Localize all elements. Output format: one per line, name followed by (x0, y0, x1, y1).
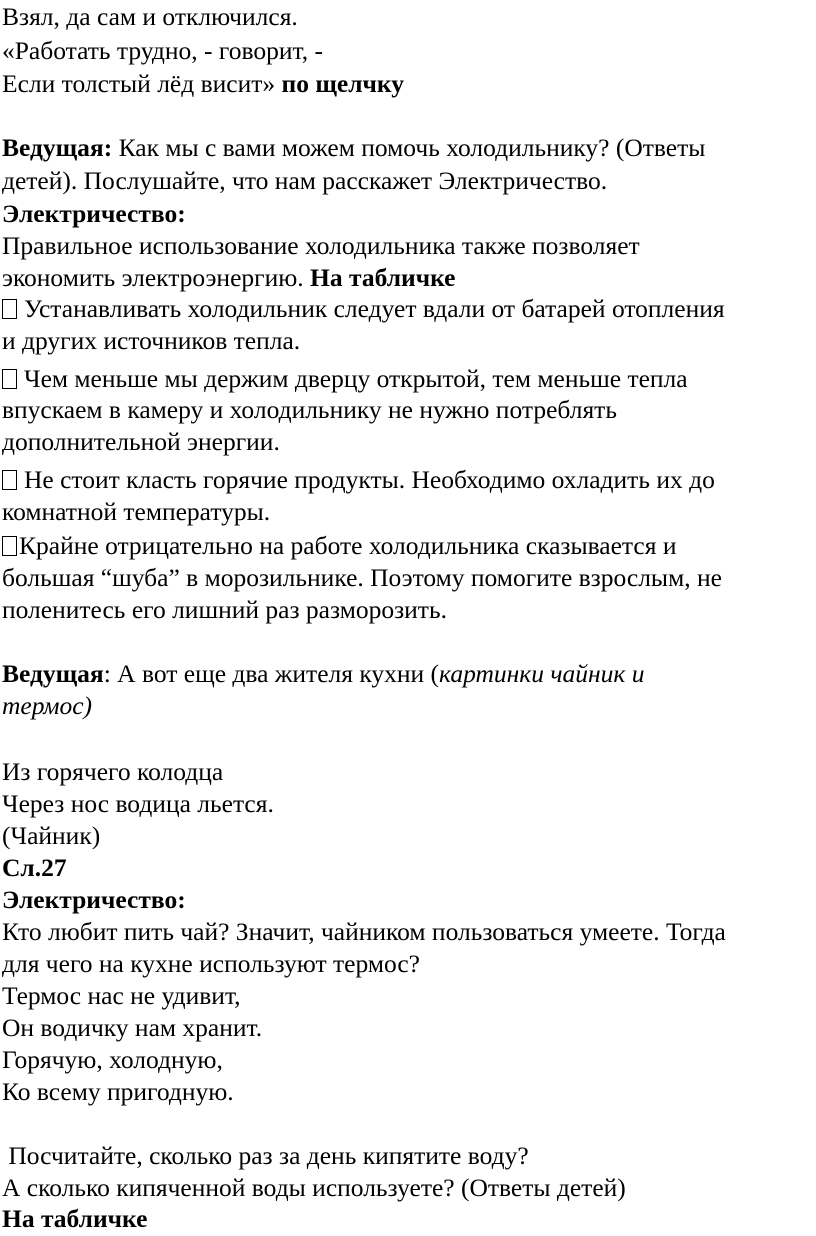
bullet-item-2-cont: впускаем в камеру и холодильнику не нужно потреблять (2, 395, 617, 424)
bullet-item-2: Чем меньше мы держим дверцу открытой, тем меньше тепла (2, 363, 688, 395)
paragraph-line: для чего на кухне используют термос? (2, 949, 420, 978)
riddle-line-2: Через нос водица льется. (2, 789, 274, 818)
stage-direction: На табличке (2, 1204, 148, 1233)
poem-line-1: Взял, да сам и отключился. (2, 2, 298, 31)
paragraph-line: экономить электроэнергию. На табличке (2, 263, 456, 292)
poem-line: Ко всему пригодную. (2, 1077, 234, 1106)
bullet-item-4-cont: поленитесь его лишний раз разморозить. (2, 595, 447, 624)
speaker-label: Ведущая (2, 659, 104, 688)
poem-line: Он водичку нам хранит. (2, 1013, 263, 1042)
stage-direction: по щелчку (281, 69, 404, 98)
riddle-line-1: Из горячего колодца (2, 757, 224, 786)
host-line: Ведущая: А вот еще два жителя кухни (картинки чайник и (2, 659, 645, 688)
paragraph-line: Кто любит пить чай? Значит, чайником пользоваться умеете. Тогда (2, 917, 726, 946)
poem-line-2: «Работать трудно, - говорит, - (2, 36, 323, 65)
bullet-item-4: Крайне отрицательно на работе холодильника сказывается и (2, 530, 676, 562)
stage-direction: На табличке (310, 263, 456, 292)
paragraph-line: Правильное использование холодильника также позволяет (2, 231, 640, 260)
bullet-square-icon (2, 536, 17, 556)
paragraph-line: детей). Послушайте, что нам расскажет Электричество. (2, 166, 608, 195)
bullet-item-2-cont: дополнительной энергии. (2, 427, 280, 456)
bullet-item-1-cont: и других источников тепла. (2, 326, 301, 355)
bullet-item-4-cont: большая “шуба” в морозильнике. Поэтому помогите взрослым, не (2, 563, 722, 592)
speaker-label: Ведущая: (2, 133, 113, 162)
bullet-square-icon (2, 299, 17, 319)
bullet-square-icon (2, 470, 17, 490)
speaker-label: Электричество: (2, 199, 186, 228)
poem-line: Горячую, холодную, (2, 1045, 223, 1074)
poem-line: Термос нас не удивит, (2, 981, 241, 1010)
paragraph-line: А сколько кипяченной воды используете? (Ответы детей) (2, 1173, 626, 1202)
host-line: Ведущая: Как мы с вами можем помочь холодильнику? (Ответы (2, 133, 706, 162)
riddle-answer: (Чайник) (2, 821, 101, 850)
poem-line-3: Если толстый лёд висит» по щелчку (2, 69, 404, 98)
paragraph-line: Посчитайте, сколько раз за день кипятите воду? (2, 1141, 529, 1170)
bullet-item-3-cont: комнатной температуры. (2, 497, 271, 526)
slide-number: Сл.27 (2, 853, 67, 882)
bullet-item-1: Устанавливать холодильник следует вдали от батарей отопления (2, 293, 725, 325)
speaker-label: Электричество: (2, 885, 186, 914)
bullet-item-3: Не стоит класть горячие продукты. Необходимо охладить их до (2, 464, 715, 496)
stage-direction: картинки чайник и (439, 659, 645, 688)
stage-direction: термос) (2, 691, 93, 720)
bullet-square-icon (2, 369, 17, 389)
